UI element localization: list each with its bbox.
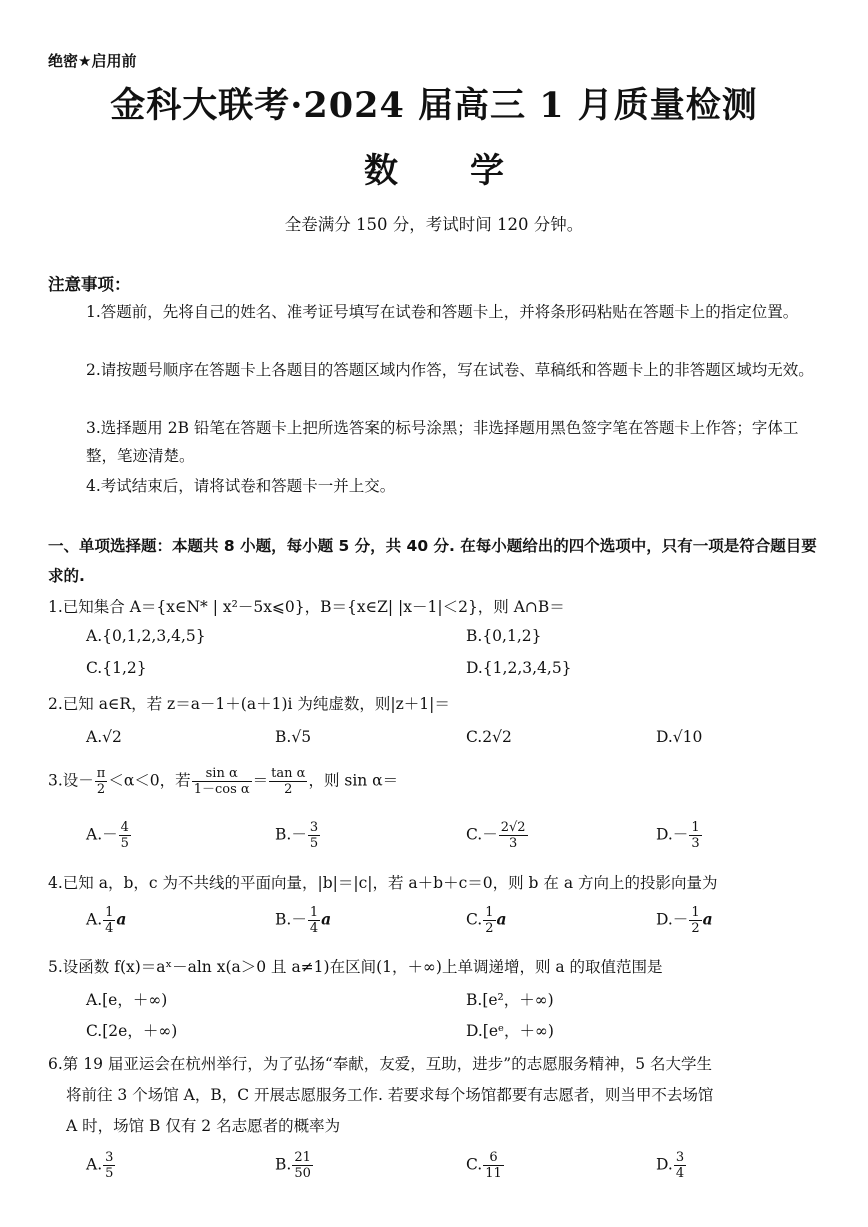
frac-num: 1 xyxy=(485,905,494,920)
q2-option-a: A.√2 xyxy=(86,728,122,746)
question-3-stem xyxy=(48,766,398,797)
q5-option-a: A.[e，＋∞) xyxy=(86,991,168,1009)
note-item: 4.考试结束后，请将试卷和答题卡一并上交。 xyxy=(86,477,396,495)
frac-num: 21 xyxy=(294,1150,311,1165)
subject-char-1: 数 xyxy=(364,151,398,191)
exam-title: 金科大联考·2024 届高三 1 月质量检测 xyxy=(110,85,758,126)
q6-option-b xyxy=(275,1150,314,1181)
opt-frac xyxy=(103,905,115,936)
opt-vector: a xyxy=(321,909,332,929)
q1-option-b: B.{0,1,2} xyxy=(466,627,542,645)
question-1-stem: 1.已知集合 A＝{x∈N* | x²－5x⩽0}，B＝{x∈Z| |x－1|＜2}，则 A∩B＝ xyxy=(48,598,565,616)
opt-frac xyxy=(308,820,320,851)
section-heading: 一、单项选择题：本题共 8 小题，每小题 5 分，共 40 分. 在每小题给出的四个选项中，只有一项是符合题目要求的. xyxy=(48,537,817,585)
opt-vector: a xyxy=(116,909,127,929)
opt-prefix: B.－ xyxy=(275,825,307,844)
q5-option-d: D.[eᵉ，＋∞) xyxy=(466,1022,554,1040)
frac-den: 2 xyxy=(96,782,106,797)
opt-vector: a xyxy=(496,909,507,929)
q3-frac-tan xyxy=(269,766,307,797)
frac-num: 1 xyxy=(309,905,319,920)
q5-option-c: C.[2e，＋∞) xyxy=(86,1022,178,1040)
opt-frac xyxy=(689,820,701,851)
opt-prefix: B.－ xyxy=(275,910,307,929)
q2-option-d: D.√10 xyxy=(656,728,703,746)
q3-stem-pre: 3.设－ xyxy=(48,771,94,790)
q1-option-c: C.{1,2} xyxy=(86,659,147,677)
question-6-line-3: A 时，场馆 B 仅有 2 名志愿者的概率为 xyxy=(66,1117,341,1135)
opt-prefix: A. xyxy=(86,1155,103,1174)
question-6-line-2: 将前往 3 个场馆 A，B，C 开展志愿服务工作. 若要求每个场馆都要有志愿者，则当甲不去场馆 xyxy=(66,1086,714,1104)
opt-prefix: C.－ xyxy=(466,825,498,844)
note-item: 2.请按题号顺序在答题卡上各题目的答题区域内作答，写在试卷、草稿纸和答题卡上的非答题区域均无效。 xyxy=(86,361,814,379)
full-score-line: 全卷满分 150 分，考试时间 120 分钟。 xyxy=(284,215,584,234)
opt-prefix: C. xyxy=(466,910,483,929)
frac-den: 4 xyxy=(105,921,114,936)
q3-frac-sin xyxy=(192,766,252,797)
opt-prefix: D.－ xyxy=(656,910,689,929)
q1-option-a: A.{0,1,2,3,4,5} xyxy=(86,627,206,645)
opt-frac xyxy=(103,1150,115,1181)
frac-num: 3 xyxy=(675,1150,685,1165)
q3-stem-post: ，则 sin α＝ xyxy=(308,771,399,790)
opt-prefix: C. xyxy=(466,1155,483,1174)
opt-frac xyxy=(483,1150,504,1181)
opt-frac xyxy=(483,905,495,936)
opt-prefix: D.－ xyxy=(656,825,689,844)
opt-prefix: D. xyxy=(656,1155,673,1174)
q3-frac-pi-over-2 xyxy=(95,766,108,797)
note-item: 3.选择题用 2B 铅笔在答题卡上把所选答案的标号涂黑；非选择题用黑色签字笔在答题卡上作答；字体工整，笔迹清楚。 xyxy=(86,419,799,465)
frac-den: 4 xyxy=(309,921,319,936)
question-4-stem: 4.已知 a，b，c 为不共线的平面向量，|b|＝|c|，若 a＋b＋c＝0，则 b 在 a 方向上的投影向量为 xyxy=(48,874,718,892)
q3-stem-mid: ＜α＜0，若 xyxy=(108,771,191,790)
frac-den: 1－cos α xyxy=(193,782,250,797)
opt-frac xyxy=(499,820,528,851)
q4-option-b xyxy=(275,905,331,936)
frac-num: sin α xyxy=(192,766,252,782)
subject-char-2: 学 xyxy=(470,151,504,191)
q3-option-d xyxy=(656,820,703,851)
question-5-stem: 5.设函数 f(x)＝aˣ－aln x(a＞0 且 a≠1)在区间(1，＋∞)上单调递增，则 a 的取值范围是 xyxy=(48,958,663,976)
opt-prefix: A. xyxy=(86,910,103,929)
q5-option-b: B.[e²，＋∞) xyxy=(466,991,554,1009)
opt-frac xyxy=(689,905,701,936)
q2-option-b: B.√5 xyxy=(275,728,312,746)
q2-option-c: C.2√2 xyxy=(466,728,512,746)
subject-title xyxy=(0,143,868,192)
q4-option-d xyxy=(656,905,713,936)
opt-frac xyxy=(674,1150,686,1181)
frac-den: 4 xyxy=(675,1166,685,1181)
frac-num: tan α xyxy=(271,766,306,781)
q3-option-c xyxy=(466,820,529,851)
q1-option-d: D.{1,2,3,4,5} xyxy=(466,659,572,677)
frac-den: 50 xyxy=(294,1166,311,1181)
frac-den: 3 xyxy=(509,836,518,851)
note-item: 1.答题前，先将自己的姓名、准考证号填写在试卷和答题卡上，并将条形码粘贴在答题卡上的指定位置。 xyxy=(86,303,799,321)
opt-frac xyxy=(308,905,320,936)
frac-den: 11 xyxy=(485,1166,502,1181)
q6-option-a xyxy=(86,1150,116,1181)
frac-num: 2√2 xyxy=(500,820,526,835)
q3-stem-eq: ＝ xyxy=(252,771,269,790)
q4-option-a xyxy=(86,905,126,936)
opt-frac xyxy=(119,820,131,851)
q4-option-c xyxy=(466,905,507,936)
frac-num: 6 xyxy=(483,1150,504,1166)
frac-den: 2 xyxy=(284,782,293,797)
frac-num: 3 xyxy=(309,820,319,835)
frac-den: 5 xyxy=(120,836,129,851)
question-2-stem: 2.已知 a∈R，若 z＝a－1＋(a＋1)i 为纯虚数，则|z＋1|＝ xyxy=(48,695,450,713)
frac-num: π xyxy=(96,766,106,781)
frac-den: 2 xyxy=(485,921,494,936)
frac-num: 1 xyxy=(691,905,700,920)
q3-option-b xyxy=(275,820,321,851)
q3-option-a xyxy=(86,820,132,851)
q6-option-c xyxy=(466,1150,505,1181)
opt-prefix: B. xyxy=(275,1155,292,1174)
frac-num: 3 xyxy=(105,1150,114,1165)
notes-heading: 注意事项： xyxy=(48,275,131,294)
frac-den: 2 xyxy=(691,921,700,936)
opt-frac xyxy=(292,1150,313,1181)
frac-num: 1 xyxy=(105,905,114,920)
question-6-line-1: 6.第 19 届亚运会在杭州举行，为了弘扬“奉献，友爱，互助，进步”的志愿服务精神，5 名大学生 xyxy=(48,1055,713,1073)
q6-option-d xyxy=(656,1150,687,1181)
frac-den: 3 xyxy=(691,836,700,851)
opt-vector: a xyxy=(702,909,713,929)
frac-num: 4 xyxy=(120,820,129,835)
frac-den: 5 xyxy=(105,1166,114,1181)
frac-num: 1 xyxy=(691,820,700,835)
frac-den: 5 xyxy=(309,836,319,851)
confidential-label: 绝密★启用前 xyxy=(48,52,137,70)
opt-prefix: A.－ xyxy=(86,825,118,844)
